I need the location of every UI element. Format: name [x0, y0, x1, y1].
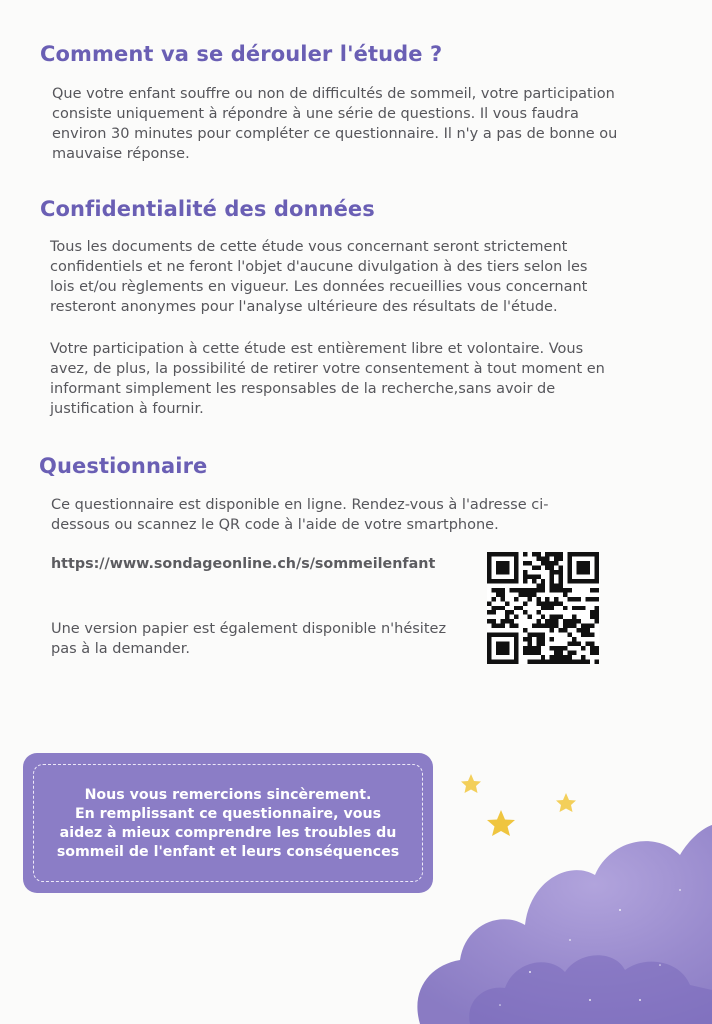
survey-url-link[interactable]: https://www.sondageonline.ch/s/sommeilenfant	[51, 556, 436, 572]
section-title-deroulement: Comment va se dérouler l'étude ?	[40, 42, 443, 66]
thanks-box	[23, 753, 433, 893]
thanks-line: Nous vous remercions sincèrement.	[84, 787, 372, 803]
thanks-line: sommeil de l'enfant et leurs conséquences	[56, 844, 400, 860]
text-line: confidentiels et ne feront l'objet d'aucune divulgation à des tiers selon les	[50, 259, 588, 275]
text-line: Votre participation à cette étude est entièrement libre et volontaire. Vous	[50, 341, 584, 357]
thanks-message	[23, 786, 433, 862]
section-title-confidentialite: Confidentialité des données	[40, 197, 375, 221]
paper-version-note	[51, 619, 446, 659]
text-line: Tous les documents de cette étude vous concernant seront strictement	[50, 239, 568, 255]
qr-code-icon[interactable]	[487, 552, 599, 664]
thanks-line: En remplissant ce questionnaire, vous	[74, 806, 382, 822]
text-line: consiste uniquement à répondre à une série de questions. Il vous faudra	[52, 106, 579, 122]
section-title-questionnaire: Questionnaire	[39, 454, 208, 478]
star-icon	[487, 810, 515, 836]
text-line: Que votre enfant souffre ou non de difficultés de sommeil, votre participation	[52, 86, 615, 102]
text-line: dessous ou scannez le QR code à l'aide de votre smartphone.	[51, 517, 499, 533]
text-line: pas à la demander.	[51, 641, 190, 657]
paragraph-deroulement	[52, 84, 617, 164]
thanks-line: aidez à mieux comprendre les troubles du	[59, 825, 397, 841]
paragraph-questionnaire	[51, 495, 548, 535]
text-line: Ce questionnaire est disponible en ligne. Rendez-vous à l'adresse ci-	[51, 497, 549, 513]
text-line: mauvaise réponse.	[52, 146, 190, 162]
paragraph-confidentialite-1	[50, 237, 587, 317]
text-line: lois et/ou règlements en vigueur. Les données recueillies vous concernant	[50, 279, 588, 295]
cloud-illustration	[380, 760, 712, 1024]
star-icon	[556, 793, 576, 812]
text-line: resteront anonymes pour l'analyse ultérieure des résultats de l'étude.	[50, 299, 558, 315]
text-line: environ 30 minutes pour compléter ce questionnaire. Il n'y a pas de bonne ou	[52, 126, 618, 142]
text-line: avez, de plus, la possibilité de retirer votre consentement à tout moment en	[50, 361, 605, 377]
star-icon	[461, 774, 481, 793]
text-line: informant simplement les responsables de la recherche,sans avoir de	[50, 381, 556, 397]
paragraph-confidentialite-2	[50, 339, 605, 419]
text-line: justification à fournir.	[50, 401, 204, 417]
text-line: Une version papier est également disponible n'hésitez	[51, 621, 447, 637]
